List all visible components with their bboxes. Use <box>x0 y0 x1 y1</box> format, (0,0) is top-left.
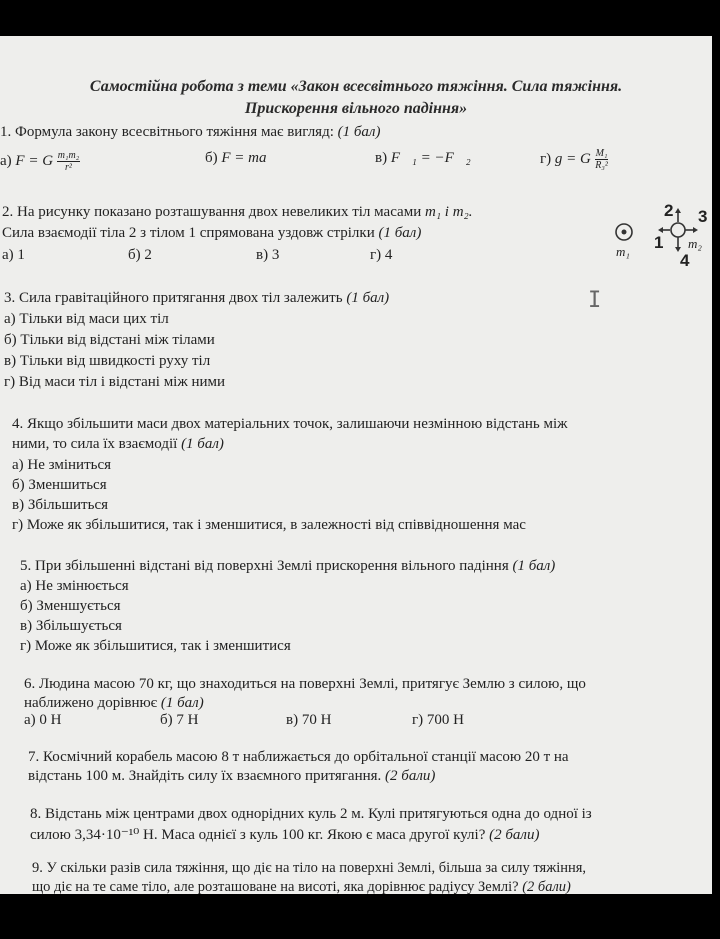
formula-a-numerator: m₁m₂ <box>57 150 80 161</box>
question-2-text2: Сила взаємодії тіла 2 з тілом 1 спрямована уздовж стрілки <box>2 225 379 241</box>
two-bodies-figure <box>606 198 712 270</box>
formula-a-lhs: F = G <box>15 152 54 169</box>
option-a-label: а) <box>0 152 12 169</box>
question-5 <box>20 558 555 575</box>
question-3-text: 3. Сила гравітаційного притягання двох тіл залежить <box>4 290 347 306</box>
question-1-points: (1 бал) <box>337 124 381 140</box>
worksheet-page <box>0 36 712 894</box>
formula-g-denominator: R₃² <box>595 160 608 171</box>
worksheet-title-line2: Прискорення вільного падіння» <box>244 100 468 117</box>
question-3-option-b: б) Тільки від відстані між тілами <box>4 332 215 348</box>
question-2-option-b: б) 2 <box>128 247 152 263</box>
arrow-2-head <box>675 208 681 213</box>
question-6-option-v: в) 70 Н <box>286 712 332 728</box>
question-1-option-g <box>540 148 608 171</box>
question-7-line2 <box>28 768 435 785</box>
formula-g-fraction <box>595 148 609 171</box>
question-3-points: (1 бал) <box>346 290 390 306</box>
question-5-option-v: в) Збільшується <box>20 618 122 634</box>
question-2-line2 <box>2 225 421 242</box>
question-4-option-g: г) Може як збільшитися, так і зменшитися, в залежності від співвідношення мас <box>12 517 526 533</box>
question-2-option-v: в) 3 <box>256 247 280 263</box>
question-8-line2 <box>30 825 539 844</box>
question-4-line1: 4. Якщо збільшити маси двох матеріальних точок, залишаючи незмінною відстань між <box>12 416 568 432</box>
question-6-option-b: б) 7 Н <box>160 712 199 728</box>
mass-m1-label: m₁ <box>616 244 630 259</box>
formula-g-numerator: M₁ <box>595 148 608 159</box>
question-4-option-a: а) Не зміниться <box>12 457 112 473</box>
question-9-text2: що діє на те саме тіло, але розташоване на висоті, яка дорівнює радіусу Землі? <box>32 879 523 894</box>
arrow-3-head <box>693 227 698 233</box>
question-4-option-v: в) Збільшиться <box>12 497 108 513</box>
question-6-text2: наближено дорівнює <box>24 695 161 711</box>
text-cursor-icon: I <box>588 288 602 313</box>
formula-a-fraction <box>57 150 80 173</box>
formula-a-denominator: r² <box>65 162 72 173</box>
question-2-text: 2. На рисунку показано розташування двох невеликих тіл масами <box>2 204 425 220</box>
question-7-points: (2 бали) <box>385 768 436 784</box>
question-8-line1: 8. Відстань між центрами двох однорідних куль 2 м. Кулі притягуються одна до одної із <box>30 806 592 822</box>
question-4-text2: ними, то сила їх взаємодії <box>12 436 182 452</box>
question-9-line2 <box>32 879 571 894</box>
arrow-4-label: 4 <box>680 251 690 270</box>
question-2-option-a: а) 1 <box>2 247 25 263</box>
question-2-line1 <box>2 204 473 221</box>
mass-m2-label: m₂ <box>688 236 702 251</box>
arrow-1-label: 1 <box>654 233 664 252</box>
question-4-line2 <box>12 436 224 453</box>
question-2-masses: m₁ і m₂. <box>424 204 473 220</box>
question-7-line1: 7. Космічний корабель масою 8 т наближається до орбітальної станції масою 20 т на <box>28 749 569 765</box>
question-2-points: (1 бал) <box>378 225 422 241</box>
question-6-option-g: г) 700 Н <box>412 712 464 728</box>
question-1-text: . Формула закону всесвітнього тяжіння має вигляд: <box>7 124 338 140</box>
question-5-option-g: г) Може як збільшитися, так і зменшитися <box>20 638 291 654</box>
question-5-points: (1 бал) <box>512 558 556 574</box>
question-3 <box>4 290 389 307</box>
question-5-text: 5. При збільшенні відстані від поверхні Землі прискорення вільного падіння <box>20 558 513 574</box>
question-1-option-b <box>205 150 267 167</box>
formula-v: F⃗₁ = −F⃗₂ <box>390 150 471 166</box>
question-6-line1: 6. Людина масою 70 кг, що знаходиться на поверхні Землі, притягує Землю з силою, що <box>24 676 586 692</box>
question-8-text2: силою 3,34·10⁻¹⁰ Н. Маса однієї з куль 100 кг. Якою є маса другої кулі? <box>30 827 490 843</box>
question-1 <box>0 124 380 141</box>
formula-b: F = ma <box>221 150 267 166</box>
question-2-option-g: г) 4 <box>370 247 393 263</box>
question-4-points: (1 бал) <box>181 436 224 452</box>
question-1-number: 1 <box>0 124 8 140</box>
body-2-circle <box>671 223 685 237</box>
formula-g-lhs: g = G <box>554 150 591 167</box>
question-6-line2 <box>24 695 204 712</box>
option-v-label: в) <box>375 150 388 166</box>
question-5-option-b: б) Зменшується <box>20 598 121 614</box>
question-6-points: (1 бал) <box>160 695 204 711</box>
question-5-option-a: а) Не змінюється <box>20 578 129 594</box>
question-1-option-v <box>375 150 471 167</box>
question-6-option-a: а) 0 Н <box>24 712 62 728</box>
question-8-points: (2 бали) <box>489 827 540 843</box>
question-9-line1: 9. У скільки разів сила тяжіння, що діє на тіло на поверхні Землі, більша за силу тяжіння, <box>32 860 587 876</box>
question-7-text2: відстань 100 м. Знайдіть силу їх взаємного притягання. <box>28 768 386 784</box>
question-9-points: (2 бали) <box>522 879 571 894</box>
arrow-2-label: 2 <box>664 201 674 220</box>
question-1-option-a <box>0 150 80 173</box>
option-g-label: г) <box>540 150 552 167</box>
question-3-option-v: в) Тільки від швидкості руху тіл <box>4 353 211 369</box>
question-3-option-g: г) Від маси тіл і відстані між ними <box>4 374 226 390</box>
worksheet-title-line1: Самостійна робота з теми «Закон всесвітнього тяжіння. Сила тяжіння. <box>89 78 623 95</box>
option-b-label: б) <box>205 150 218 166</box>
question-3-option-a: а) Тільки від маси цих тіл <box>4 311 169 327</box>
question-4-option-b: б) Зменшиться <box>12 477 107 493</box>
arrow-3-label: 3 <box>698 207 708 226</box>
body-1-center <box>622 230 627 235</box>
